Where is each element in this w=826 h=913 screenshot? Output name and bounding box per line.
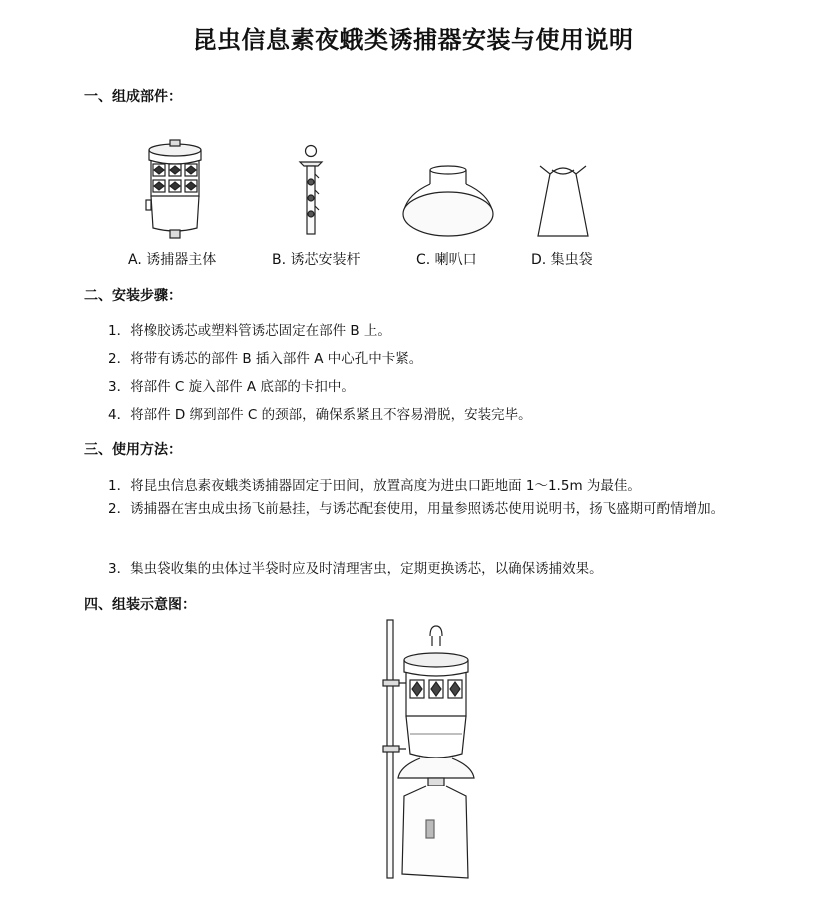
install-step-1: 1．将橡胶诱芯或塑料管诱芯固定在部件 B 上。 [108,323,391,339]
collection-bag-icon [536,160,590,240]
part-label-b: B. 诱芯安装杆 [272,252,361,268]
part-label-d: D. 集虫袋 [531,252,593,268]
trap-body-icon [140,138,210,240]
install-step-2: 2．将带有诱芯的部件 B 插入部件 A 中心孔中卡紧。 [108,351,423,367]
diagram-heading: 四、组装示意图： [84,597,196,613]
usage-step-1: 1．将昆虫信息素夜蛾类诱捕器固定于田间，放置高度为进虫口距地面 1～1.5m 为最佳。 [108,478,641,494]
part-label-c: C. 喇叭口 [416,252,477,268]
install-step-3: 3．将部件 C 旋入部件 A 底部的卡扣中。 [108,379,355,395]
lure-rod-icon [296,144,326,238]
usage-heading: 三、使用方法： [84,442,182,458]
usage-step-2: 2．诱捕器在害虫成虫扬飞前悬挂，与诱芯配套使用，用量参照诱芯使用说明书，扬飞盛期可酌情增加。 [108,501,725,517]
components-heading: 一、组成部件： [84,89,182,105]
install-step-4: 4．将部件 D 绑到部件 C 的颈部，确保系紧且不容易滑脱，安装完毕。 [108,407,532,423]
assembly-diagram [370,616,480,888]
install-heading: 二、安装步骤： [84,288,182,304]
funnel-icon [400,164,496,242]
usage-step-3: 3．集虫袋收集的虫体过半袋时应及时清理害虫，定期更换诱芯，以确保诱捕效果。 [108,561,603,577]
part-label-a: A. 诱捕器主体 [128,252,217,268]
page-title: 昆虫信息素夜蛾类诱捕器安装与使用说明 [192,26,634,54]
parts-row [0,130,826,280]
